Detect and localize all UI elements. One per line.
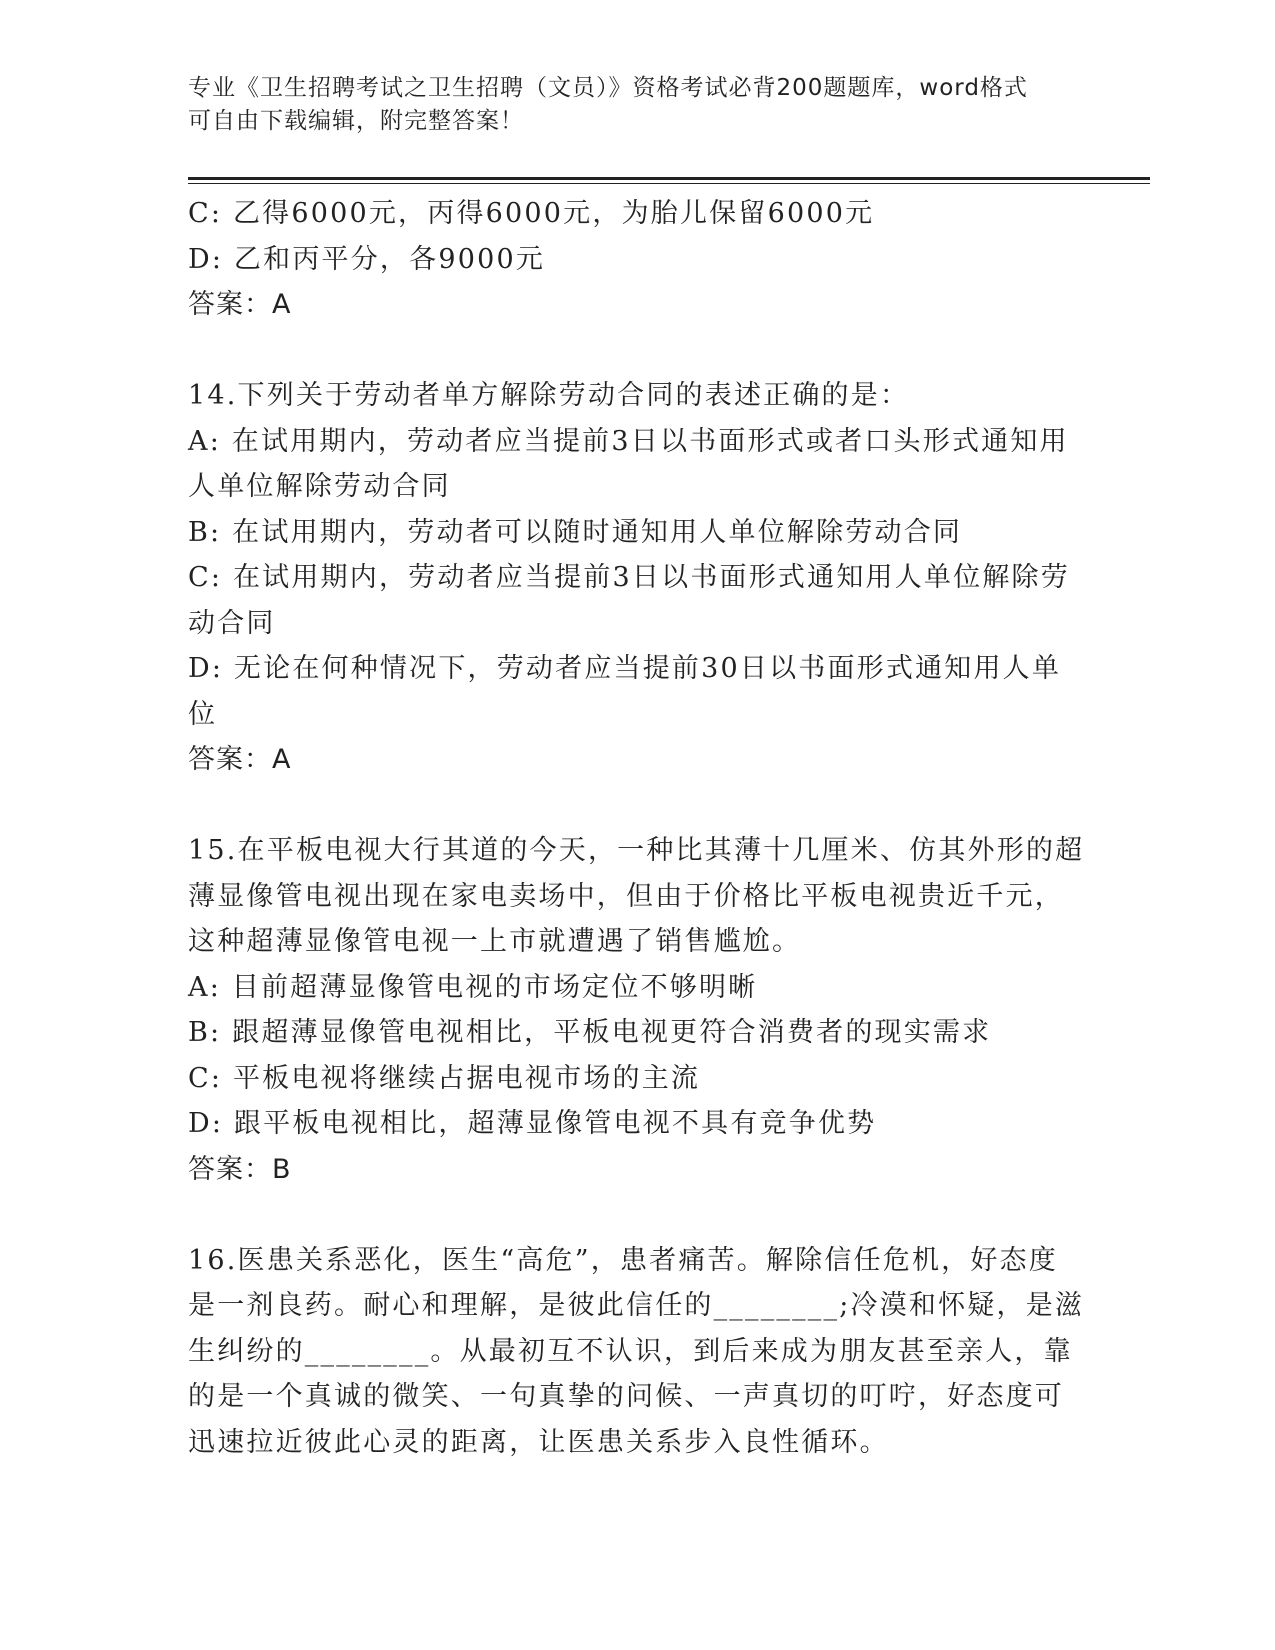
q15-option-c: C: 平板电视将继续占据电视市场的主流 <box>188 1062 701 1094</box>
q15-answer: 答案：B <box>188 1153 292 1185</box>
q14-answer: 答案：A <box>188 744 292 775</box>
q16-stem-line-4: 的是一个真诚的微笑、一句真挚的问候、一声真切的叮咛，好态度可 <box>188 1381 1064 1412</box>
q15-stem-line-3: 这种超薄显像管电视一上市就遭遇了销售尴尬。 <box>188 926 802 957</box>
q15-option-a: A: 目前超薄显像管电视的市场定位不够明晰 <box>188 971 758 1003</box>
question-15 <box>188 828 1085 1192</box>
document-body <box>188 191 1085 1465</box>
header-divider-thin <box>188 183 1150 184</box>
q14-option-c-line-1: C: 在试用期内，劳动者应当提前3日以书面形式通知用人单位解除劳 <box>188 562 1070 593</box>
q13-answer: 答案：A <box>188 289 292 320</box>
q16-stem-line-1: 16.医患关系恶化，医生“高危”，患者痛苦。解除信任危机，好态度 <box>188 1244 1058 1276</box>
q14-option-a-line-1: A: 在试用期内，劳动者应当提前3日以书面形式或者口头形式通知用 <box>188 425 1069 457</box>
q15-stem-line-1: 15.在平板电视大行其道的今天，一种比其薄十几厘米、仿其外形的超 <box>188 835 1085 866</box>
q16-stem-line-3: 生纠纷的________。从最初互不认识，到后来成为朋友甚至亲人，靠 <box>188 1335 1073 1367</box>
header-divider-thick <box>188 177 1150 180</box>
page-header <box>188 72 1088 138</box>
q13-option-c: C: 乙得6000元，丙得6000元，为胎儿保留6000元 <box>188 198 875 229</box>
q14-option-d-line-2: 位 <box>188 698 218 730</box>
q13-option-d: D: 乙和丙平分，各9000元 <box>188 243 546 275</box>
spacer <box>188 328 1078 374</box>
q15-option-b: B: 跟超薄显像管电视相比，平板电视更符合消费者的现实需求 <box>188 1017 992 1048</box>
q16-stem-line-5: 迅速拉近彼此心灵的距离，让医患关系步入良性循环。 <box>188 1426 889 1458</box>
spacer <box>188 1192 1078 1238</box>
q16-stem-line-2: 是一剂良药。耐心和理解，是彼此信任的________;冷漠和怀疑，是滋 <box>188 1290 1085 1321</box>
header-title-line-2: 可自由下载编辑，附完整答案！ <box>188 108 524 134</box>
q14-stem: 14.下列关于劳动者单方解除劳动合同的表述正确的是： <box>188 380 910 411</box>
question-16 <box>188 1238 1085 1466</box>
q14-option-c-line-2: 动合同 <box>188 607 276 639</box>
q15-option-d: D: 跟平板电视相比，超薄显像管电视不具有竞争优势 <box>188 1108 877 1139</box>
q14-option-d-line-1: D: 无论在何种情况下，劳动者应当提前30日以书面形式通知用人单 <box>188 653 1062 684</box>
q15-stem-line-2: 薄显像管电视出现在家电卖场中，但由于价格比平板电视贵近千元， <box>188 880 1064 912</box>
spacer <box>188 783 1078 829</box>
q14-option-b: B: 在试用期内，劳动者可以随时通知用人单位解除劳动合同 <box>188 516 963 548</box>
header-title-line-1: 专业《卫生招聘考试之卫生招聘（文员）》资格考试必背200题题库，word格式 <box>188 75 1028 101</box>
q14-option-a-line-2: 人单位解除劳动合同 <box>188 471 451 502</box>
question-13-continued <box>188 191 1078 328</box>
question-14 <box>188 373 1078 783</box>
